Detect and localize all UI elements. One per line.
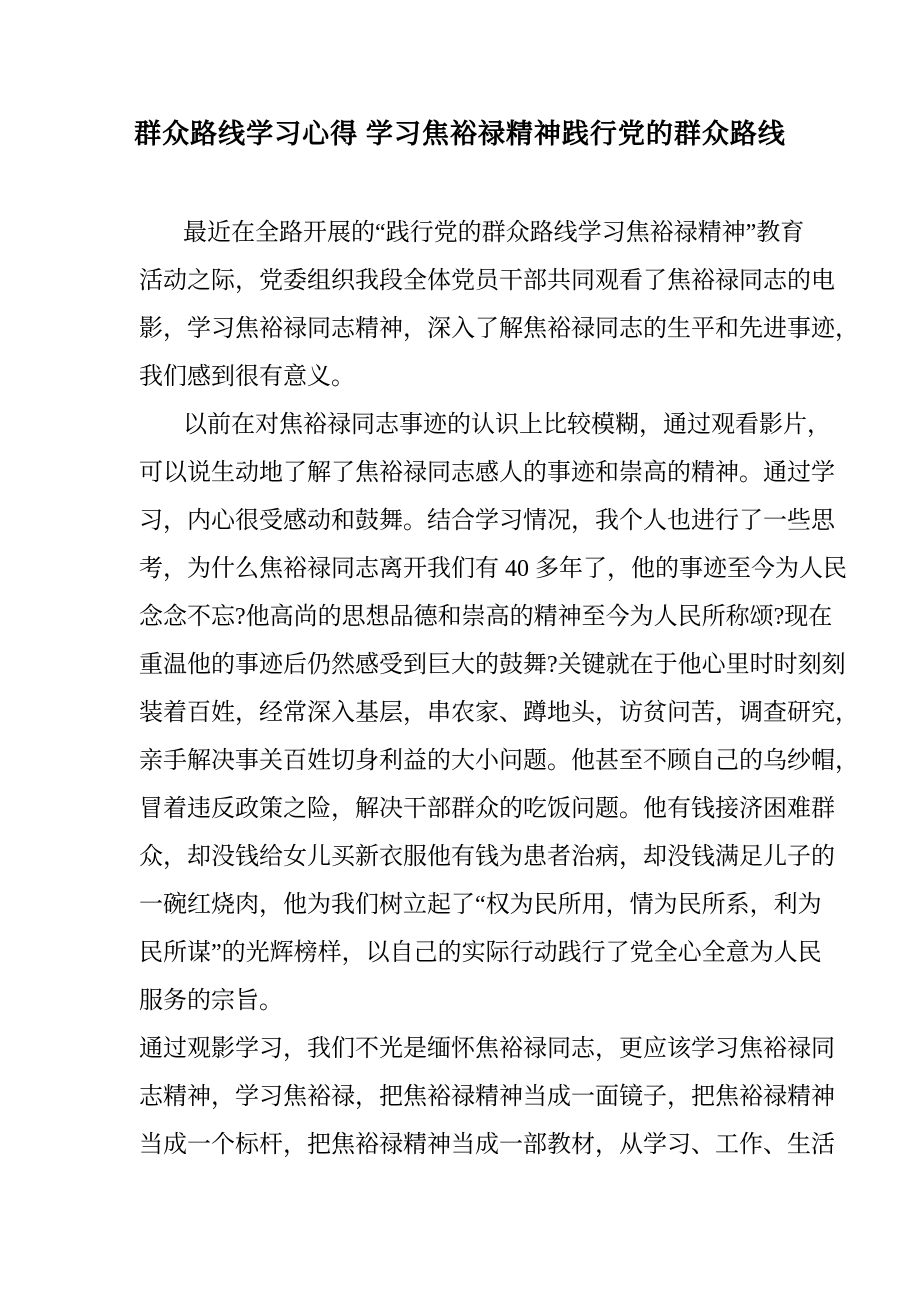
- text-line: 服务的宗旨。: [139, 988, 283, 1014]
- text-line: 念念不忘?他高尚的思想品德和崇高的精神至今为人民所称颂?现在: [139, 604, 833, 630]
- text-line: 志精神，学习焦裕禄，把焦裕禄精神当成一面镜子，把焦裕禄精神: [139, 1084, 835, 1110]
- text-line: 活动之际，党委组织我段全体党员干部共同观看了焦裕禄同志的电: [139, 268, 835, 294]
- text-line: 众，却没钱给女儿买新衣服他有钱为患者治病，却没钱满足儿子的: [139, 844, 835, 870]
- text-line: 习，内心很受感动和鼓舞。结合学习情况，我个人也进行了一些思: [139, 508, 835, 534]
- text-line: 可以说生动地了解了焦裕禄同志感人的事迹和崇高的精神。通过学: [139, 460, 835, 486]
- document-body: [139, 209, 859, 1169]
- text-line: 亲手解决事关百姓切身利益的大小问题。他甚至不顾自己的乌纱帽，: [139, 748, 859, 774]
- text-line: 最近在全路开展的“践行党的群众路线学习焦裕禄精神”教育: [183, 220, 805, 246]
- text-line: 通过观影学习，我们不光是缅怀焦裕禄同志，更应该学习焦裕禄同: [139, 1036, 835, 1062]
- text-line: 当成一个标杆，把焦裕禄精神当成一部教材，从学习、工作、生活: [139, 1132, 835, 1158]
- text-line: 考，为什么焦裕禄同志离开我们有 40 多年了，他的事迹至今为人民: [139, 556, 847, 582]
- text-line: 我们感到很有意义。: [139, 364, 355, 390]
- text-line: 民所谋”的光辉榜样，以自己的实际行动践行了党全心全意为人民: [139, 940, 822, 966]
- text-line: 影，学习焦裕禄同志精神，深入了解焦裕禄同志的生平和先进事迹，: [139, 316, 859, 342]
- text-line: 冒着违反政策之险，解决干部群众的吃饭问题。他有钱接济困难群: [139, 796, 835, 822]
- text-line: 重温他的事迹后仍然感受到巨大的鼓舞?关键就在于他心里时时刻刻: [139, 652, 846, 678]
- text-line: 一碗红烧肉，他为我们树立起了“权为民所用，情为民所系，利为: [139, 892, 822, 918]
- text-line: 装着百姓，经常深入基层，串农家、蹲地头，访贫问苦，调查研究，: [139, 700, 859, 726]
- document-title: 群众路线学习心得 学习焦裕禄精神践行党的群众路线: [134, 119, 786, 149]
- text-line: 以前在对焦裕禄同志事迹的认识上比较模糊，通过观看影片，: [183, 412, 831, 438]
